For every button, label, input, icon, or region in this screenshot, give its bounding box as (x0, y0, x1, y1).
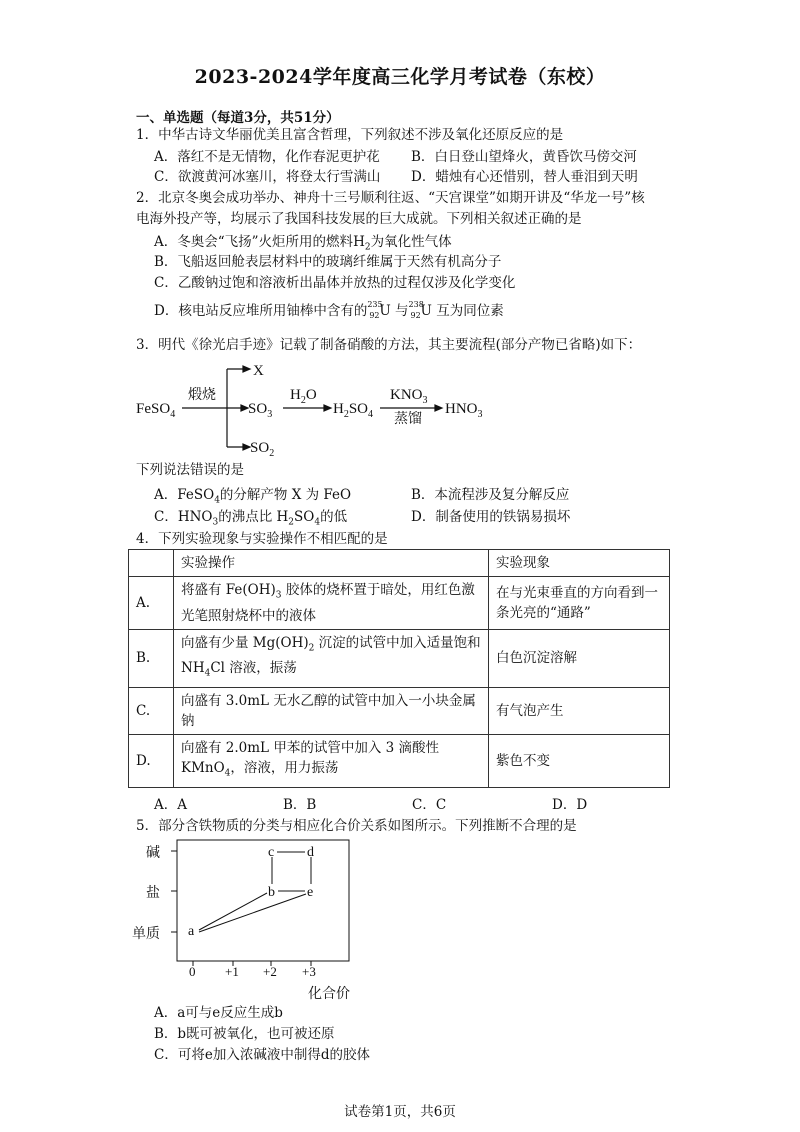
row-operation: 向盛有少量 $Mg(OH)_2$ 沉淀的试管中加入适量饱和 $NH_4Cl$ 溶液，振荡 (174, 629, 489, 687)
table-row (129, 735, 670, 788)
line-a-e (199, 894, 306, 932)
q3-option-a: A．FeSO$_4$的分解产物 X 为 FeO (154, 487, 352, 506)
q5-stem: 5．部分含铁物质的分类与相应化合价关系如图所示。下列推断不合理的是 (136, 818, 577, 834)
q2-option-d: D．核电站反应堆所用铀棒中含有的 235 92 U 与 238 92 U 互为同位素 (154, 299, 504, 320)
y-label-base: 碱 (146, 846, 160, 861)
row-label: C. (129, 688, 174, 735)
flow-kno3: $KNO_3$ (390, 387, 428, 406)
flow-hno3: $HNO_3$ (445, 401, 483, 420)
q5-option-c: C．可将e加入浓碱液中制得d的胶体 (154, 1047, 370, 1063)
flow-distill-label: 蒸馏 (394, 412, 422, 427)
row-label: A. (129, 577, 174, 630)
q4-stem: 4．下列实验现象与实验操作不相匹配的是 (136, 531, 388, 547)
row-label: D. (129, 735, 174, 788)
row-operation: 将盛有 $Fe(OH)_3$ 胶体的烧杯置于暗处，用红色激 光笔照射烧杯中的液体 (174, 577, 489, 630)
isotope-238-label: 238 92 (408, 299, 424, 320)
q3-stem: 3．明代《徐光启手迹》记载了制备硝酸的方法，其主要流程(部分产物已省略)如下： (136, 337, 642, 353)
table-row (129, 577, 670, 630)
table-row (129, 629, 670, 687)
q3-option-c: C．$HNO_3$的沸点比 $H_2SO_4$的低 (154, 509, 348, 528)
header-operation: 实验操作 (174, 550, 489, 577)
flow-so2: $SO_2$ (250, 440, 275, 459)
point-d: d (307, 845, 314, 860)
flow-so3: $SO_3$ (248, 401, 273, 420)
diagram-frame (177, 840, 349, 961)
x-tick-plus1: +1 (225, 964, 239, 979)
q2-stem-line1: 2．北京冬奥会成功举办、神舟十三号顺利往返、“天宫课堂”如期开讲及“华龙一号”核 (136, 190, 645, 206)
flow-h2o: $H_2O$ (290, 387, 317, 406)
q1-option-a: A．落红不是无情物，化作春泥更护花 (154, 149, 380, 165)
row-phenomenon: 有气泡产生 (489, 688, 670, 735)
q2-stem-line2: 电海外投产等，均展示了我国科技发展的巨大成就。下列相关叙述正确的是 (136, 211, 582, 227)
q3-subprompt: 下列说法错误的是 (136, 462, 244, 478)
row-phenomenon: 在与光束垂直的方向看到一 条光亮的“通路” (489, 577, 670, 630)
page-footer: 试卷第1页，共6页 (344, 1104, 456, 1120)
q2-option-b: B．飞船返回舱表层材料中的玻璃纤维属于天然有机高分子 (154, 254, 502, 270)
table-header-row (129, 550, 670, 577)
row-operation: 向盛有 2.0mL 甲苯的试管中加入 3 滴酸性 KMnO$_4$，溶液，用力振荡 (174, 735, 489, 788)
x-tick-0: 0 (189, 964, 196, 979)
header-phenomenon: 实验现象 (489, 550, 670, 577)
page-title: 2023-2024学年度高三化学月考试卷（东校） (194, 66, 606, 88)
q4-option-b: B．B (283, 797, 317, 813)
y-label-salt: 盐 (146, 886, 160, 901)
row-operation: 向盛有 3.0mL 无水乙醇的试管中加入一小块金属 钠 (174, 688, 489, 735)
x-tick-plus3: +3 (302, 964, 316, 979)
point-c: c (268, 845, 275, 860)
x-axis-label: 化合价 (308, 987, 350, 1002)
flow-calcine-label: 煅烧 (188, 388, 216, 403)
y-label-element: 单质 (132, 927, 160, 942)
row-phenomenon: 紫色不变 (489, 735, 670, 788)
row-label: B. (129, 629, 174, 687)
q5-option-b: B．b既可被氧化，也可被还原 (154, 1026, 335, 1042)
q3-flow-diagram (130, 355, 530, 465)
q4-option-a: A．A (154, 797, 187, 813)
flow-h2so4: $H_2SO_4$ (333, 401, 374, 420)
q1-option-c: C．欲渡黄河冰塞川，将登太行雪满山 (154, 169, 381, 185)
table-row (129, 688, 670, 735)
x-tick-plus2: +2 (263, 964, 277, 979)
flow-feso4: FeSO$_4$ (136, 401, 176, 420)
section-heading: 一、单选题（每道3分，共51分） (136, 110, 340, 126)
point-e: e (307, 885, 314, 900)
point-b: b (268, 885, 275, 900)
q5-option-a: A．a可与e反应生成b (154, 1005, 283, 1021)
q2-option-a: A．冬奥会“飞扬”火炬所用的燃料$H_2$为氧化性气体 (154, 234, 452, 253)
q5-iron-valence-diagram (128, 835, 368, 1005)
q1-option-d: D．蜡烛有心还惜别，替人垂泪到天明 (411, 169, 638, 185)
q3-option-d: D．制备使用的铁锅易损坏 (411, 509, 571, 525)
q2-option-c: C．乙酸钠过饱和溶液析出晶体并放热的过程仅涉及化学变化 (154, 275, 516, 291)
point-a: a (188, 924, 195, 939)
q1-stem: 1．中华古诗文华丽优美且富含哲理，下列叙述不涉及氧化还原反应的是 (136, 127, 564, 143)
q4-option-d: D．D (552, 797, 588, 813)
isotope-235-label: 235 92 (367, 299, 383, 320)
q1-option-b: B．白日登山望烽火，黄昏饮马傍交河 (411, 149, 637, 165)
row-phenomenon: 白色沉淀溶解 (489, 629, 670, 687)
q4-experiment-table (128, 549, 670, 788)
flow-x: X (253, 363, 264, 379)
q3-option-b: B．本流程涉及复分解反应 (411, 487, 570, 503)
q4-option-c: C．C (412, 797, 447, 813)
